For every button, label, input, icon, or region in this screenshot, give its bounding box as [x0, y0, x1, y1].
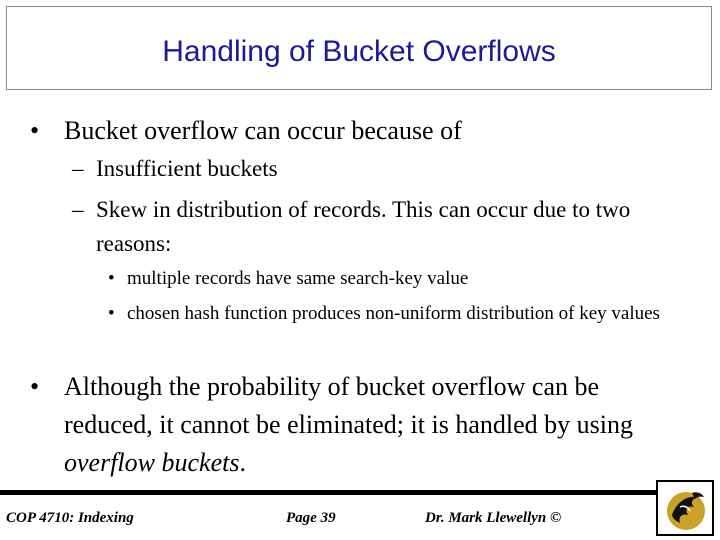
bullet-text — [64, 368, 690, 482]
bullet-level2 — [72, 152, 692, 186]
bullet-text: Skew in distribution of records. This can occur due to two reasons: — [96, 197, 631, 256]
bullet-marker: • — [30, 116, 40, 145]
dash-marker: – — [72, 156, 84, 181]
footer-page-number: Page 39 — [286, 510, 336, 526]
footer-author: Dr. Mark Llewellyn © — [425, 510, 562, 526]
pegasus-logo-icon — [656, 480, 714, 536]
bullet-marker: • — [108, 268, 115, 289]
italic-term: overflow buckets — [64, 448, 240, 477]
bullet-marker: • — [108, 303, 115, 324]
bullet-level1 — [30, 112, 690, 150]
bullet-text: Insufficient buckets — [96, 156, 278, 181]
pegasus-logo-graphic — [662, 485, 710, 533]
bullet-level2 — [72, 193, 692, 261]
footer-divider-thick — [0, 491, 660, 495]
bullet-level1 — [30, 368, 690, 482]
bullet-text-part: Although the probability of bucket overflow can be reduced, it cannot be eliminated; it is handled by using — [64, 372, 633, 439]
footer-course: COP 4710: Indexing — [6, 510, 134, 526]
slide-title: Handling of Bucket Overflows — [162, 35, 556, 68]
bullet-text: Bucket overflow can occur because of — [64, 116, 462, 145]
bullet-marker: • — [30, 372, 40, 401]
bullet-level3 — [108, 264, 700, 294]
bullet-text-end: . — [239, 448, 246, 477]
bullet-text: chosen hash function produces non-uniform distribution of key values — [127, 303, 660, 324]
footer — [0, 490, 720, 540]
bullet-level3 — [108, 299, 700, 329]
bullet-text: multiple records have same search-key value — [127, 268, 469, 289]
dash-marker: – — [72, 197, 84, 222]
